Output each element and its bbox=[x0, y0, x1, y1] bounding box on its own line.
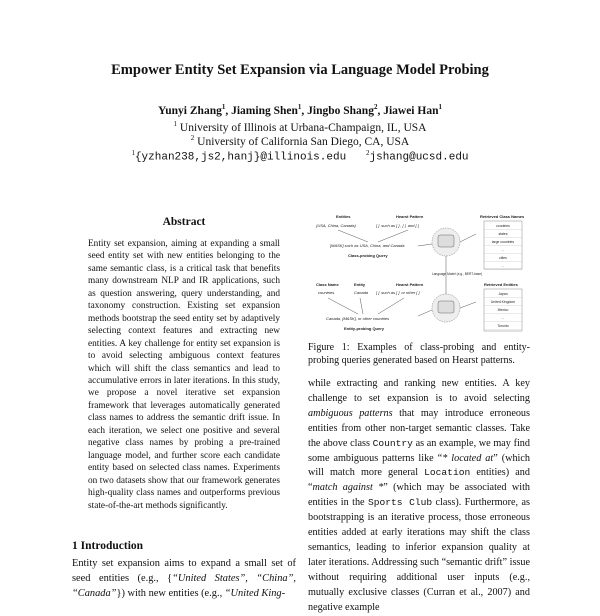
arrow-lines bbox=[338, 230, 408, 242]
text-run: Entity set expansion aims to expand a small set of seed entities (e.g., { bbox=[72, 558, 296, 584]
hearst-pattern-value-top: [ ] such as [ ] , [ ] and [ ] bbox=[376, 223, 419, 228]
retrieved-class-names-box bbox=[484, 221, 522, 269]
text-run: , bbox=[293, 573, 296, 584]
retrieved-entity-item: Japan bbox=[498, 292, 508, 296]
pattern-example: match against * bbox=[312, 482, 384, 494]
entities-label: Entities bbox=[336, 214, 351, 219]
retrieved-class-name-item: ... bbox=[501, 264, 505, 268]
email-text: jshang@ucsd.edu bbox=[369, 151, 469, 164]
retrieved-class-name-item: cities bbox=[499, 256, 507, 260]
author-emails bbox=[0, 149, 600, 164]
example-entity: “Canada” bbox=[72, 588, 117, 599]
arrow-lines-bottom bbox=[328, 298, 404, 314]
retrieved-entity-item: Mexico bbox=[497, 308, 509, 312]
affiliation-2 bbox=[0, 134, 600, 148]
affiliation-text: University of California San Diego, CA, USA bbox=[197, 135, 410, 148]
author-sup: 1 bbox=[297, 103, 302, 111]
hearst-pattern-label-bottom: Hearst Pattern bbox=[396, 282, 424, 287]
author-name: Jiaming Shen bbox=[231, 104, 298, 117]
retrieved-class-names-title: Retrieved Class Names bbox=[480, 214, 525, 219]
class-name-value: countries bbox=[318, 290, 335, 295]
author-sup: 1 bbox=[438, 103, 442, 111]
hearst-pattern-label-top: Hearst Pattern bbox=[396, 214, 424, 219]
author-list: Yunyi Zhang$^1$, Jiaming Shen$^1$, Jingbo Shang$^2$, Jiawei Han$^1$ bbox=[158, 103, 442, 117]
email-sup: 2 bbox=[366, 149, 370, 157]
text-run: , bbox=[245, 573, 257, 584]
entity-probing-query-text: Canada, [MASK], or other countries bbox=[326, 316, 390, 321]
affiliation-1 bbox=[0, 120, 600, 134]
email-text: {yzhan238,js2,hanj}@illinois.edu bbox=[134, 151, 347, 164]
class-name-mono: Location bbox=[424, 467, 471, 479]
retrieved-entity-item: Toronto bbox=[497, 324, 509, 328]
affiliation-text: University of Illinois at Urbana-Champaign, IL, USA bbox=[179, 121, 427, 134]
author-name: Jiawei Han bbox=[383, 104, 439, 117]
figure-1-caption: Figure 1: Examples of class-probing and entity-probing queries generated based on Hearst patterns. bbox=[308, 342, 530, 366]
emphasis: ambiguous patterns bbox=[308, 407, 393, 419]
entity-probing-query-label: Entity-probing Query bbox=[344, 326, 384, 331]
text-run: entities) and “ bbox=[308, 467, 530, 494]
pattern-example: * located at bbox=[442, 452, 494, 464]
email-sup: 1 bbox=[131, 149, 135, 157]
text-run: while extracting and ranking new entities. A key challenge to set expansion is to avoid selecting bbox=[308, 378, 530, 404]
text-run: }) with new entities (e.g., bbox=[116, 588, 225, 599]
language-model-label: Language Model (e.g., BERT-base) bbox=[432, 272, 483, 276]
author-sup: 2 bbox=[373, 103, 378, 111]
hearst-pattern-value-bottom: [ ] such as [ ] or other [ ] bbox=[376, 290, 420, 295]
author-sup: 1 bbox=[221, 103, 226, 111]
language-model-top-icon bbox=[432, 228, 460, 256]
text-run: ” (which will match more general bbox=[308, 452, 531, 479]
author-name: Jingbo Shang bbox=[307, 104, 374, 117]
example-entity: “United King- bbox=[224, 588, 286, 599]
text-run: as an example, we may find some ambiguous patterns like “ bbox=[308, 437, 530, 464]
paper-title: Empower Entity Set Expansion via Language Model Probing bbox=[111, 62, 489, 78]
language-model-bottom-icon bbox=[432, 294, 460, 322]
retrieved-class-name-item: countries bbox=[496, 224, 510, 228]
retrieved-class-name-item: ... bbox=[501, 248, 505, 252]
section-heading-introduction: 1 Introduction bbox=[72, 540, 144, 552]
example-entity: “China” bbox=[256, 573, 294, 584]
example-entity: “United States” bbox=[172, 573, 246, 584]
author-name: Yunyi Zhang bbox=[158, 104, 222, 117]
text-run: that may introduce erroneous entities from other non-target semantic classes. Take the above class bbox=[308, 407, 530, 449]
text-run: class). Furthermore, as bootstrapping is an iterative process, those erroneous entities added at early iterations may shift the class semantics, leading to inferior expansion quality at later iterations. Addressing such “semantic drift” issue without requiring additional user inputs (e.g., mutually exclusive classes (Curran et al., 2007) and negative example bbox=[308, 497, 530, 613]
abstract-heading: Abstract bbox=[162, 216, 206, 228]
affiliation-sup: 1 bbox=[173, 120, 178, 128]
retrieved-entity-item: United Kingdom bbox=[490, 300, 516, 304]
class-name-label: Class Name bbox=[316, 282, 339, 287]
class-name-mono: Country bbox=[372, 437, 413, 449]
text-run: ” (which may be associated with entities in the bbox=[308, 482, 530, 509]
class-name-mono: Sports Club bbox=[367, 497, 433, 509]
entity-value: Canada bbox=[354, 290, 369, 295]
retrieved-class-name-item: states bbox=[498, 232, 508, 236]
class-probing-query-label: Class-probing Query bbox=[348, 253, 388, 258]
retrieved-class-name-item: large countries bbox=[491, 240, 515, 244]
retrieved-entities-title: Retrieved Entities bbox=[484, 282, 518, 287]
retrieved-entity-item: ... bbox=[501, 316, 505, 320]
abstract-body: Entity set expansion, aiming at expanding a small seed entity set with new entities belonging to the same semantic class, is a critical task that benefits many downstream NLP and IR applications, such as question answering, query understanding, and taxonomy construction. Existing set expansion methods bootstrap the seed entity set by adaptively selecting context features and extracting new entities. A key challenge for entity set expansion is to avoid selecting ambiguous context features which will shift the class semantics and lead to accumulative errors in later iterations. In this study, we propose a novel iterative set expansion framework that leverages automatically generated class names to address the semantic drift issue. In each iteration, we select one positive and several negative class names by probing a pre-trained language model, and further score each candidate entity based on selected class names. Experiments on two datasets show that our framework generates high-quality class names and outperforms previous state-of-the-art methods significantly. bbox=[88, 239, 280, 511]
entity-label: Entity bbox=[354, 282, 366, 287]
entities-value: {USA, China, Canada} bbox=[316, 223, 356, 228]
right-column-body bbox=[308, 377, 530, 616]
figure-1-diagram bbox=[308, 210, 530, 338]
class-probing-query-text: [MASK] such as USA, China, and Canada bbox=[330, 243, 405, 248]
affiliation-sup: 2 bbox=[190, 134, 195, 142]
introduction-body bbox=[72, 556, 296, 601]
